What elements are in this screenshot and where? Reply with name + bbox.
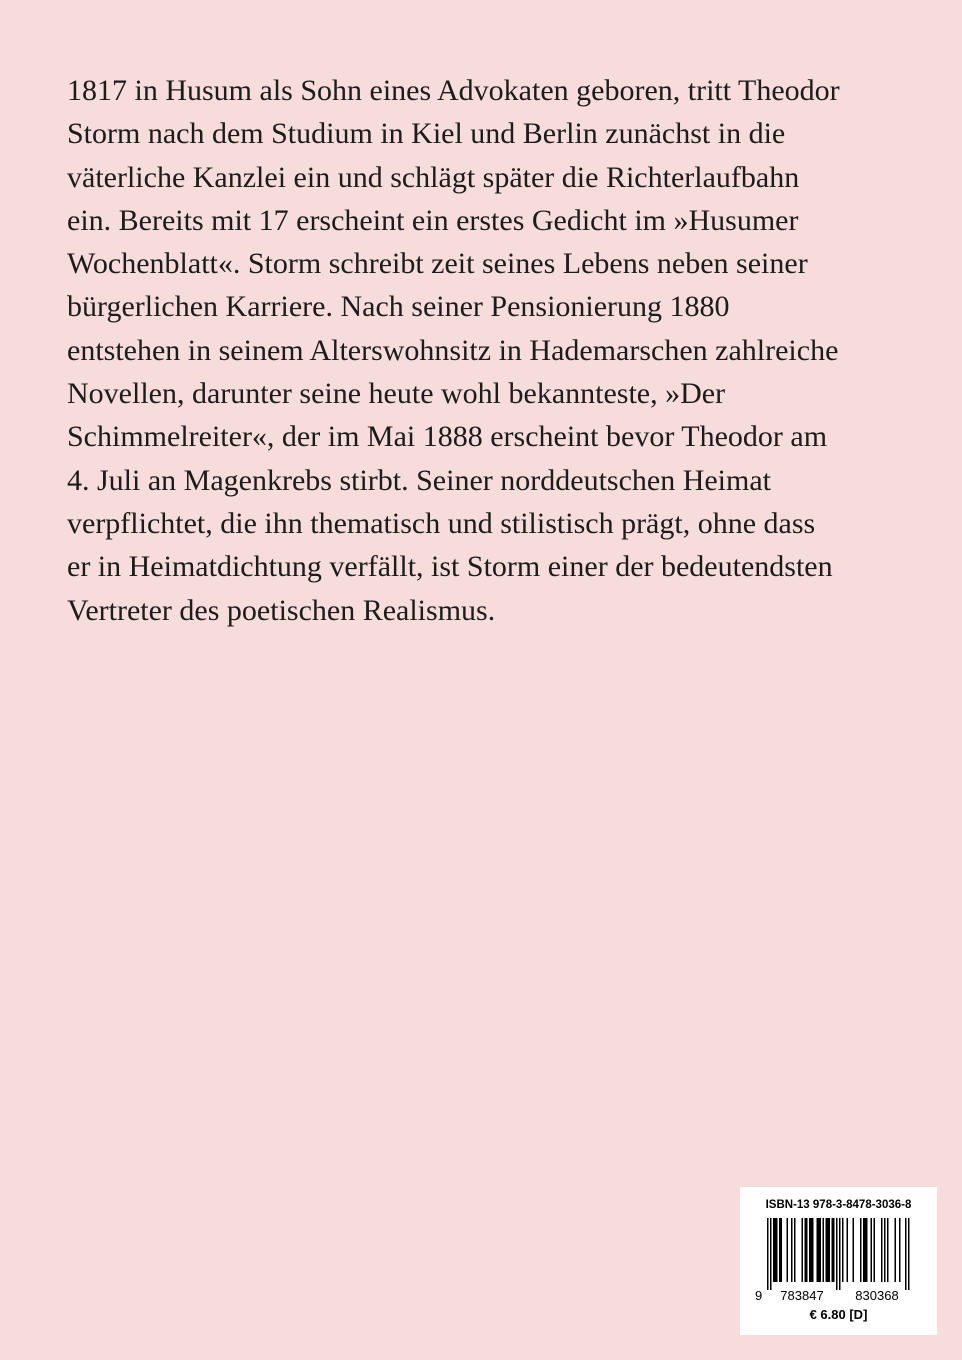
barcode-bar — [863, 1218, 865, 1282]
barcode-bar — [812, 1218, 814, 1282]
blurb-line: verpflichtet, die ihn thematisch und stilistisch prägt, ohne dass — [67, 506, 816, 540]
barcode-bar — [820, 1218, 822, 1282]
isbn-label: ISBN-13 978-3-8478-3036-8 — [765, 1199, 912, 1211]
barcode-bar — [802, 1218, 804, 1282]
barcode-bar — [829, 1218, 831, 1282]
barcode-bar — [818, 1218, 820, 1282]
isbn-barcode-box — [740, 1187, 937, 1335]
blurb-line: 1817 in Husum als Sohn eines Advokaten geboren, tritt Theodor — [67, 74, 840, 107]
barcode-bar — [847, 1218, 849, 1282]
blurb-line: Vertreter des poetischen Realismus. — [67, 593, 496, 627]
barcode-bar — [787, 1218, 789, 1282]
barcode-bar — [853, 1218, 855, 1282]
barcode-bar — [776, 1218, 778, 1282]
barcode-digit-lead: 9 — [755, 1288, 763, 1302]
barcode-bar — [895, 1218, 897, 1282]
barcode-bar — [874, 1218, 876, 1282]
barcode-bar — [839, 1218, 841, 1290]
barcode-bar — [767, 1218, 769, 1290]
barcode-bar — [781, 1218, 783, 1282]
barcode-icon — [753, 1218, 924, 1302]
barcode-bar — [836, 1218, 838, 1290]
barcode-bar — [842, 1218, 844, 1282]
barcode-bar — [823, 1218, 825, 1282]
barcode-bar — [827, 1218, 829, 1282]
barcode-bar — [860, 1218, 862, 1282]
blurb-line: 4. Juli an Magenkrebs stirbt. Seiner norddeutschen Heimat — [67, 463, 772, 497]
barcode-bar — [817, 1218, 819, 1282]
back-cover-blurb — [67, 69, 897, 632]
barcode-bar — [832, 1218, 834, 1282]
blurb-line: er in Heimatdichtung verfällt, ist Storm einer der bedeutendsten — [67, 550, 833, 584]
barcode-bar — [884, 1218, 886, 1282]
barcode-bar — [871, 1218, 873, 1282]
barcode-bar — [905, 1218, 907, 1290]
barcode-bar — [826, 1218, 828, 1282]
barcode-bar — [775, 1218, 777, 1282]
blurb-line: Novellen, darunter seine heute wohl bekannteste, »Der — [67, 377, 726, 411]
barcode-bar — [770, 1218, 772, 1290]
barcode-bar — [908, 1218, 910, 1290]
barcode-bar — [811, 1218, 813, 1282]
blurb-line: väterliche Kanzlei ein und schlägt später die Richterlaufbahn — [67, 160, 800, 194]
blurb-line: Wochenblatt«. Storm schreibt zeit seines Lebens neben seiner — [67, 247, 808, 281]
barcode-bar — [773, 1218, 775, 1282]
blurb-line: Storm nach dem Studium in Kiel und Berlin zunächst in die — [67, 117, 786, 151]
blurb-line: entstehen in seinem Alterswohnsitz in Hademarschen zahlreiche — [67, 333, 839, 367]
barcode-bar — [806, 1218, 808, 1282]
barcode-bar — [865, 1218, 867, 1282]
blurb-line: ein. Bereits mit 17 erscheint ein erstes Gedicht im »Husumer — [67, 203, 799, 237]
barcode-bar — [866, 1218, 868, 1282]
barcode-bar — [833, 1218, 835, 1282]
barcode-bar — [887, 1218, 889, 1282]
barcode-bar — [791, 1218, 793, 1282]
price-label: € 6.80 [D] — [809, 1307, 868, 1322]
barcode-digits-right: 830368 — [855, 1288, 899, 1302]
barcode-bar — [899, 1218, 901, 1282]
blurb-line: Schimmelreiter«, der im Mai 1888 erscheint bevor Theodor am — [67, 420, 828, 454]
barcode-bar — [809, 1218, 811, 1282]
barcode-bar — [805, 1218, 807, 1282]
barcode-bar — [881, 1218, 883, 1282]
barcode-bar — [779, 1218, 781, 1282]
barcode-bar — [794, 1218, 796, 1282]
blurb-line: bürgerlichen Karriere. Nach seiner Pensionierung 1880 — [67, 290, 730, 324]
barcode-digits-left: 783847 — [780, 1288, 824, 1302]
